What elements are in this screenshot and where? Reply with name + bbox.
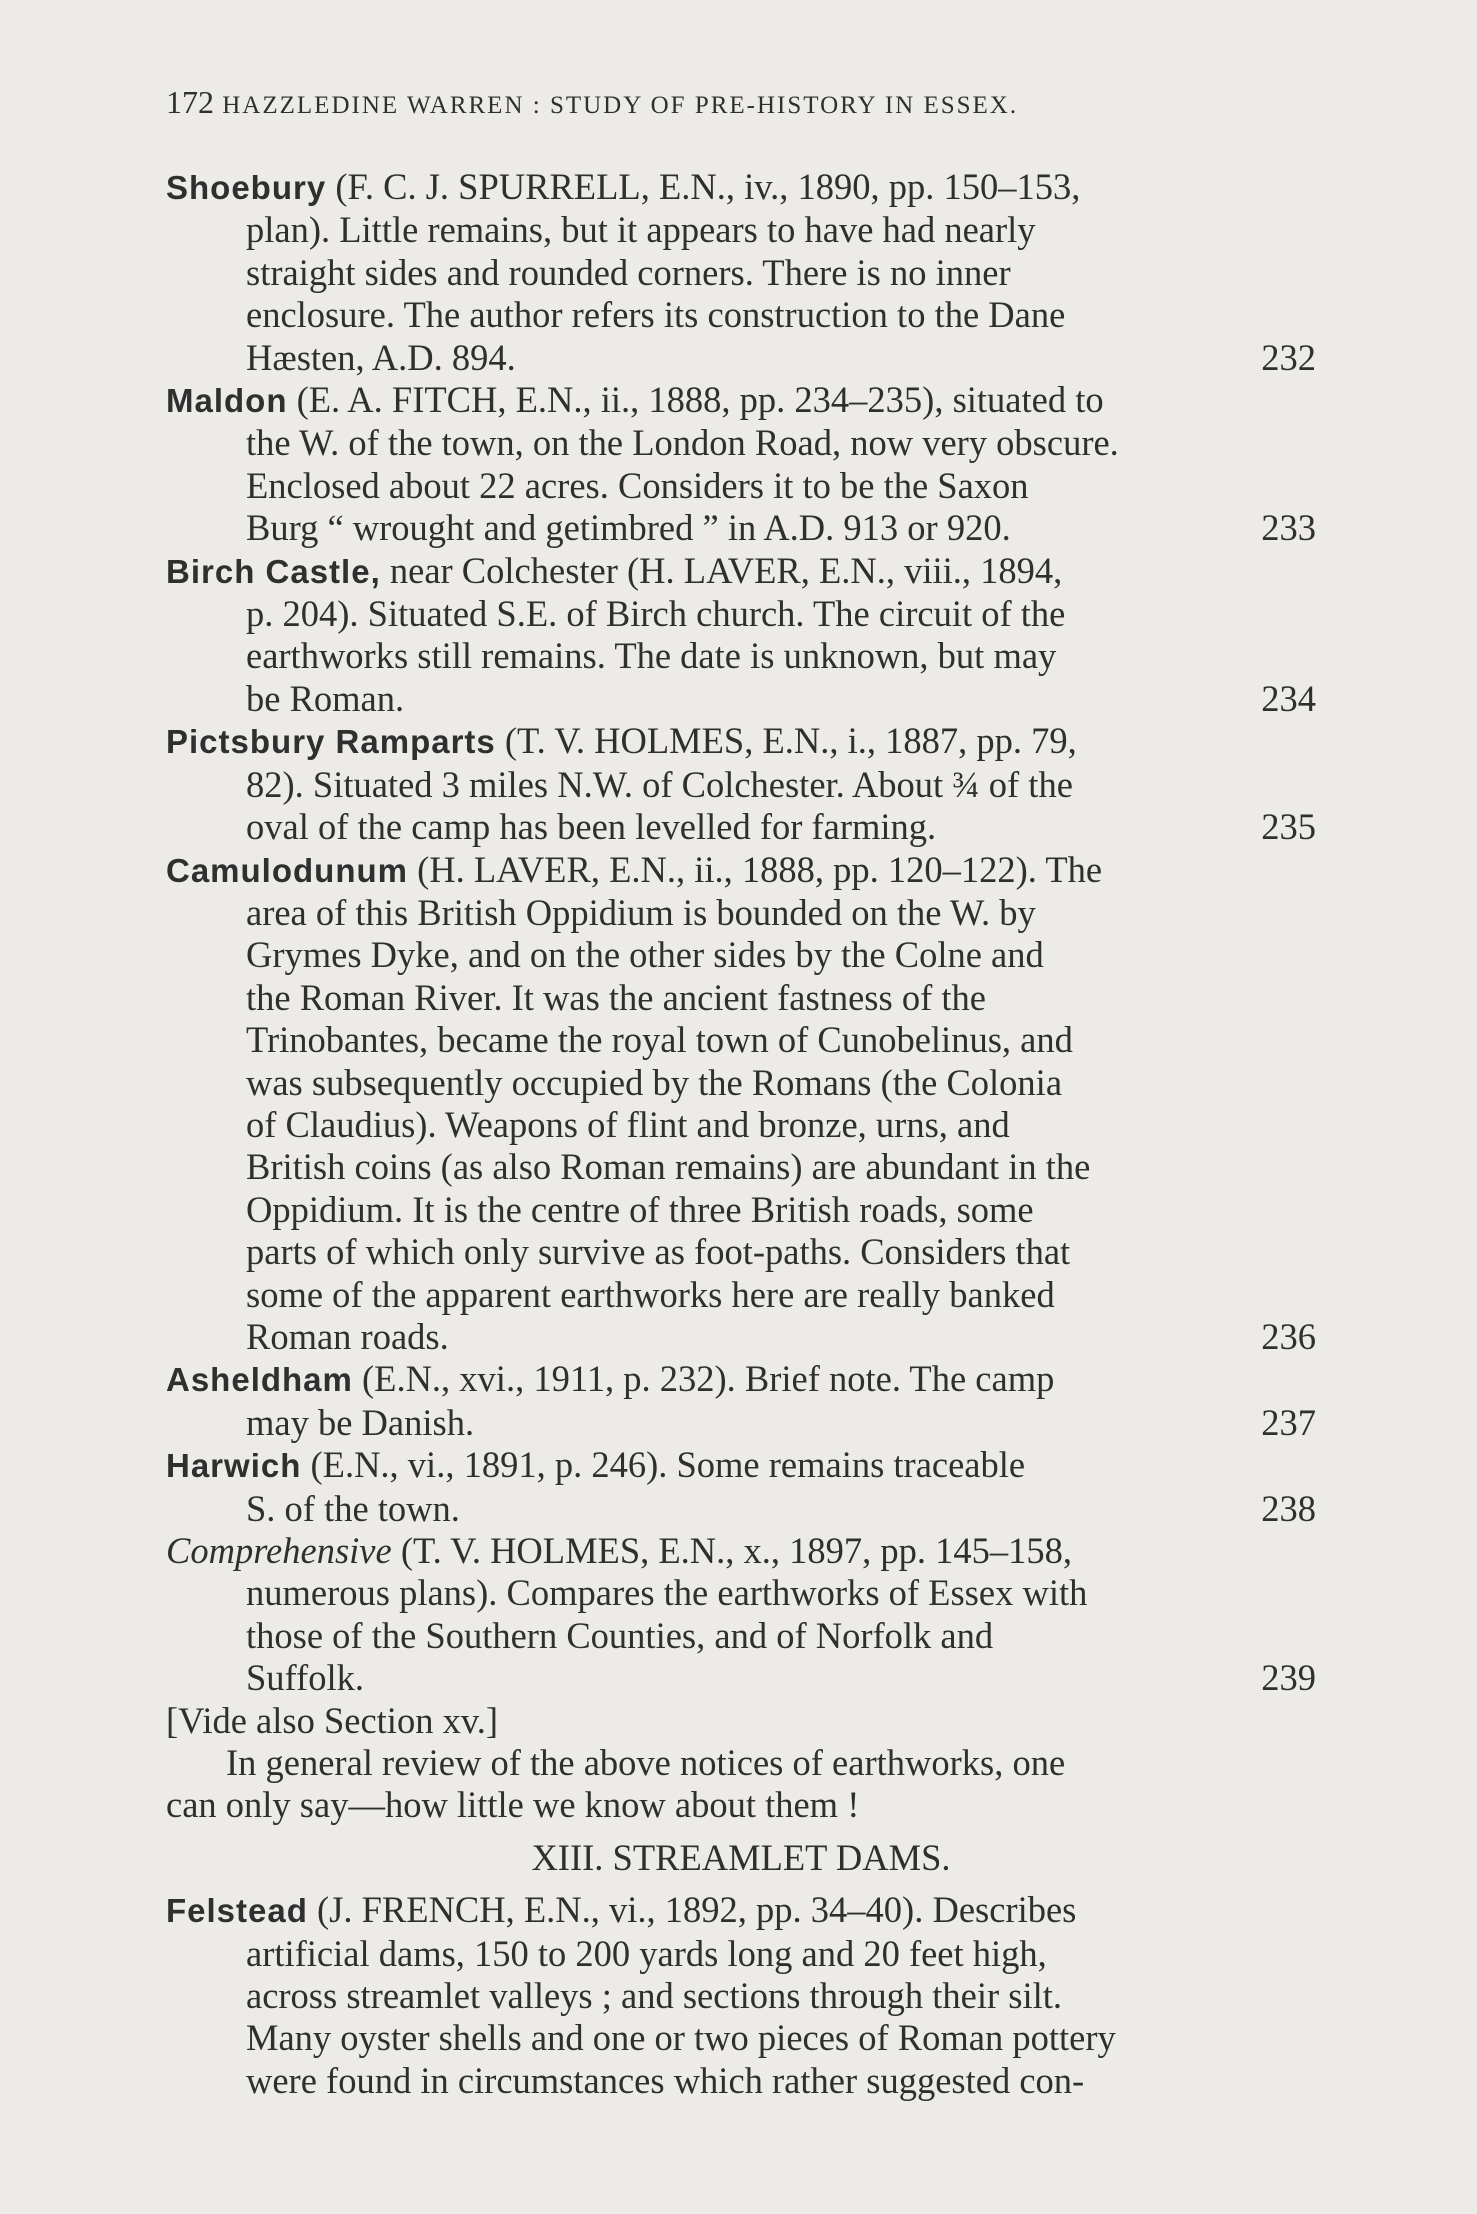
entry-name: Harwich [166,1447,302,1485]
entry-line-text: S. of the town. [246,1487,460,1529]
entry-line [166,379,1316,422]
entry-line-text: earthworks still remains. The date is unknown, but may [246,635,1057,677]
entry-name: Birch Castle, [166,552,381,590]
entry-line [166,1402,1316,1444]
entry-text [246,1231,1070,1273]
entry-line-text: Roman roads. [246,1315,449,1357]
entry-text [166,720,1077,763]
entry-line-text: British coins (as also Roman remains) are abundant in the [246,1146,1091,1188]
entry-text [166,849,1102,892]
entry-line [166,337,1316,379]
bibliography-entry [166,1444,1316,1530]
entry-line-text: straight sides and rounded corners. There is no inner [246,251,1011,293]
reference-number: 239 [1261,1657,1316,1699]
running-header [166,84,1316,121]
entry-line [166,2017,1316,2059]
entry-name: Asheldham [166,1361,353,1399]
entry-line-text: artificial dams, 150 to 200 yards long and 20 feet high, [246,1932,1047,1974]
review-line: can only say—how little we know about them ! [166,1784,860,1826]
entry-line-text: (H. LAVER, E.N., ii., 1888, pp. 120–122). The [417,848,1103,890]
entry-line-text: were found in circumstances which rather suggested con- [246,2059,1085,2101]
entry-line-text: may be Danish. [246,1401,475,1443]
entry-name: Shoebury [166,169,327,206]
entry-line-text: (E.N., xvi., 1911, p. 232). Brief note. The camp [362,1358,1055,1400]
entry-line-text: the Roman River. It was the ancient fastness of the [246,976,986,1018]
bibliography-entry [166,1530,1316,1700]
entry-line-text: area of this British Oppidium is bounded on the W. by [246,891,1036,933]
entry-line [166,1889,1316,1932]
bibliography-entry [166,379,1316,550]
entry-line [166,1189,1316,1231]
entry-line [166,2060,1316,2102]
entry-text [246,678,404,720]
entry-line [166,720,1316,763]
entry-line [166,1231,1316,1273]
entry-line [166,764,1316,806]
entry-line-text: Oppidium. It is the centre of three British roads, some [246,1188,1034,1230]
entry-text [246,1657,364,1699]
entry-text [246,1274,1055,1316]
entry-text [166,550,1062,593]
entry-text [246,1933,1047,1975]
entry-text [246,977,986,1019]
bibliography-entry [166,720,1316,848]
entry-text [246,764,1073,806]
entry-line-text: Trinobantes, became the royal town of Cunobelinus, and [246,1019,1073,1061]
entry-text [246,507,1011,549]
entry-line [166,166,1316,209]
entry-line [166,934,1316,976]
entry-line [166,1104,1316,1146]
running-title: HAZZLEDINE WARREN : STUDY OF PRE-HISTORY IN ESSEX. [222,92,1019,119]
reference-number: 233 [1261,507,1316,549]
reference-number: 235 [1261,806,1316,848]
entry-line [166,1358,1316,1401]
entry-text [246,465,1029,507]
entry-line-text: near Colchester (H. LAVER, E.N., viii., 1894, [389,549,1063,591]
entry-text [246,1062,1062,1104]
entry-text [246,1019,1073,1061]
entry-line-text: plan). Little remains, but it appears to have had nearly [246,209,1036,251]
vide-note: [Vide also Section xv.] [166,1699,498,1741]
entry-line [166,1444,1316,1487]
entry-line [166,635,1316,677]
entry-line [166,209,1316,251]
reference-number: 236 [1261,1315,1316,1357]
entry-line-text: of Claudius). Weapons of flint and bronze, urns, and [246,1103,1010,1145]
entry-line [166,1933,1316,1975]
entry-line-text: (T. V. HOLMES, E.N., i., 1887, pp. 79, [504,720,1077,762]
entry-line [166,1019,1316,1061]
entry-line [166,422,1316,464]
page-body [166,166,1316,2102]
entry-line [166,1530,1316,1572]
entry-line [166,678,1316,720]
entry-line-text: some of the apparent earthworks here are really banked [246,1273,1055,1315]
entry-line [166,593,1316,635]
entry-text [246,294,1065,336]
entry-text [246,806,936,848]
entry-line [166,1572,1316,1614]
bibliography-entry [166,1889,1316,2102]
entry-text [246,593,1065,635]
entry-text [246,1402,474,1444]
entry-line-text: those of the Southern Counties, and of Norfolk and [246,1614,994,1656]
entry-line-text: the W. of the town, on the London Road, now very obscure. [246,422,1119,464]
entry-line-text: Burg “ wrought and getimbred ” in A.D. 913 or 920. [246,507,1011,549]
entry-line [166,1274,1316,1316]
review-line: In general review of the above notices of earthworks, one [226,1742,1066,1784]
entry-text [166,1358,1054,1401]
bibliography-entry [166,849,1316,1359]
entry-line [166,465,1316,507]
entry-line-text: across streamlet valleys ; and sections through their silt. [246,1975,1062,2017]
entry-text [246,1104,1010,1146]
section-heading: XIII. STREAMLET DAMS. [531,1836,951,1878]
entry-text [246,1146,1090,1188]
entry-line-text: p. 204). Situated S.E. of Birch church. The circuit of the [246,593,1066,635]
entry-line [166,977,1316,1019]
entry-text [246,422,1119,464]
entry-text [166,1889,1076,1932]
entry-text [166,1530,1072,1572]
entry-text [246,1615,993,1657]
entry-line [166,1316,1316,1358]
entry-line-text: be Roman. [246,677,405,719]
reference-number: 234 [1261,677,1316,719]
page-number: 172 [166,84,214,120]
entry-line-text: Suffolk. [246,1657,364,1699]
entry-line [166,252,1316,294]
entry-text [246,2017,1116,2059]
entry-line [166,1488,1316,1530]
entry-text [166,166,1080,209]
entry-text [246,1572,1087,1614]
entry-line-text: Enclosed about 22 acres. Considers it to be the Saxon [246,464,1029,506]
entry-line [166,1146,1316,1188]
entry-name: Felstead [166,1892,308,1930]
reference-number: 237 [1261,1401,1316,1443]
entry-text [246,1189,1034,1231]
entry-text [246,2060,1084,2102]
entry-text [166,1444,1025,1487]
entry-text [246,934,1044,976]
entry-line [166,806,1316,848]
entry-line-text: parts of which only survive as foot-paths. Considers that [246,1231,1071,1273]
entry-text [246,252,1011,294]
entry-line [166,849,1316,892]
entry-line-text: (E. A. FITCH, E.N., ii., 1888, pp. 234–235), situated to [296,379,1104,421]
entry-line [166,1975,1316,2017]
entry-line-text: (F. C. J. SPURRELL, E.N., iv., 1890, pp. 150–153, [335,166,1081,207]
entry-text [246,1975,1062,2017]
entry-text [246,337,516,379]
bibliography-entry [166,550,1316,721]
entry-line-text: (E.N., vi., 1891, p. 246). Some remains traceable [310,1444,1026,1486]
entry-line-text: oval of the camp has been levelled for farming. [246,806,937,848]
bibliography-entry [166,1358,1316,1444]
entry-line [166,892,1316,934]
entry-line [166,1062,1316,1104]
entry-text [246,635,1056,677]
entry-text [246,1316,449,1358]
entry-line-text: (J. FRENCH, E.N., vi., 1892, pp. 34–40). Describes [317,1889,1077,1931]
reference-number: 238 [1261,1487,1316,1529]
entry-text [246,892,1036,934]
entry-line-text: numerous plans). Compares the earthworks of Essex with [246,1572,1088,1614]
bibliography-entry [166,166,1316,379]
entry-line [166,550,1316,593]
entry-name: Comprehensive [166,1530,392,1571]
entry-text [166,379,1104,422]
entry-line-text: enclosure. The author refers its construction to the Dane [246,294,1066,336]
entry-line-text: (T. V. HOLMES, E.N., x., 1897, pp. 145–158, [400,1530,1073,1571]
entry-line [166,1657,1316,1699]
entry-line-text: 82). Situated 3 miles N.W. of Colchester. About ¾ of the [246,763,1073,805]
entry-line [166,294,1316,336]
entry-name: Maldon [166,382,288,420]
entry-name: Pictsbury Ramparts [166,723,496,761]
entry-line [166,1615,1316,1657]
entry-name: Camulodunum [166,851,408,889]
entry-line [166,507,1316,549]
entry-line-text: Hæsten, A.D. 894. [246,336,516,378]
entry-text [246,209,1036,251]
entry-text [246,1488,460,1530]
entry-line-text: Many oyster shells and one or two pieces of Roman pottery [246,2017,1116,2059]
entry-line-text: was subsequently occupied by the Romans (the Colonia [246,1061,1063,1103]
entry-line-text: Grymes Dyke, and on the other sides by the Colne and [246,934,1044,976]
reference-number: 232 [1261,336,1316,378]
